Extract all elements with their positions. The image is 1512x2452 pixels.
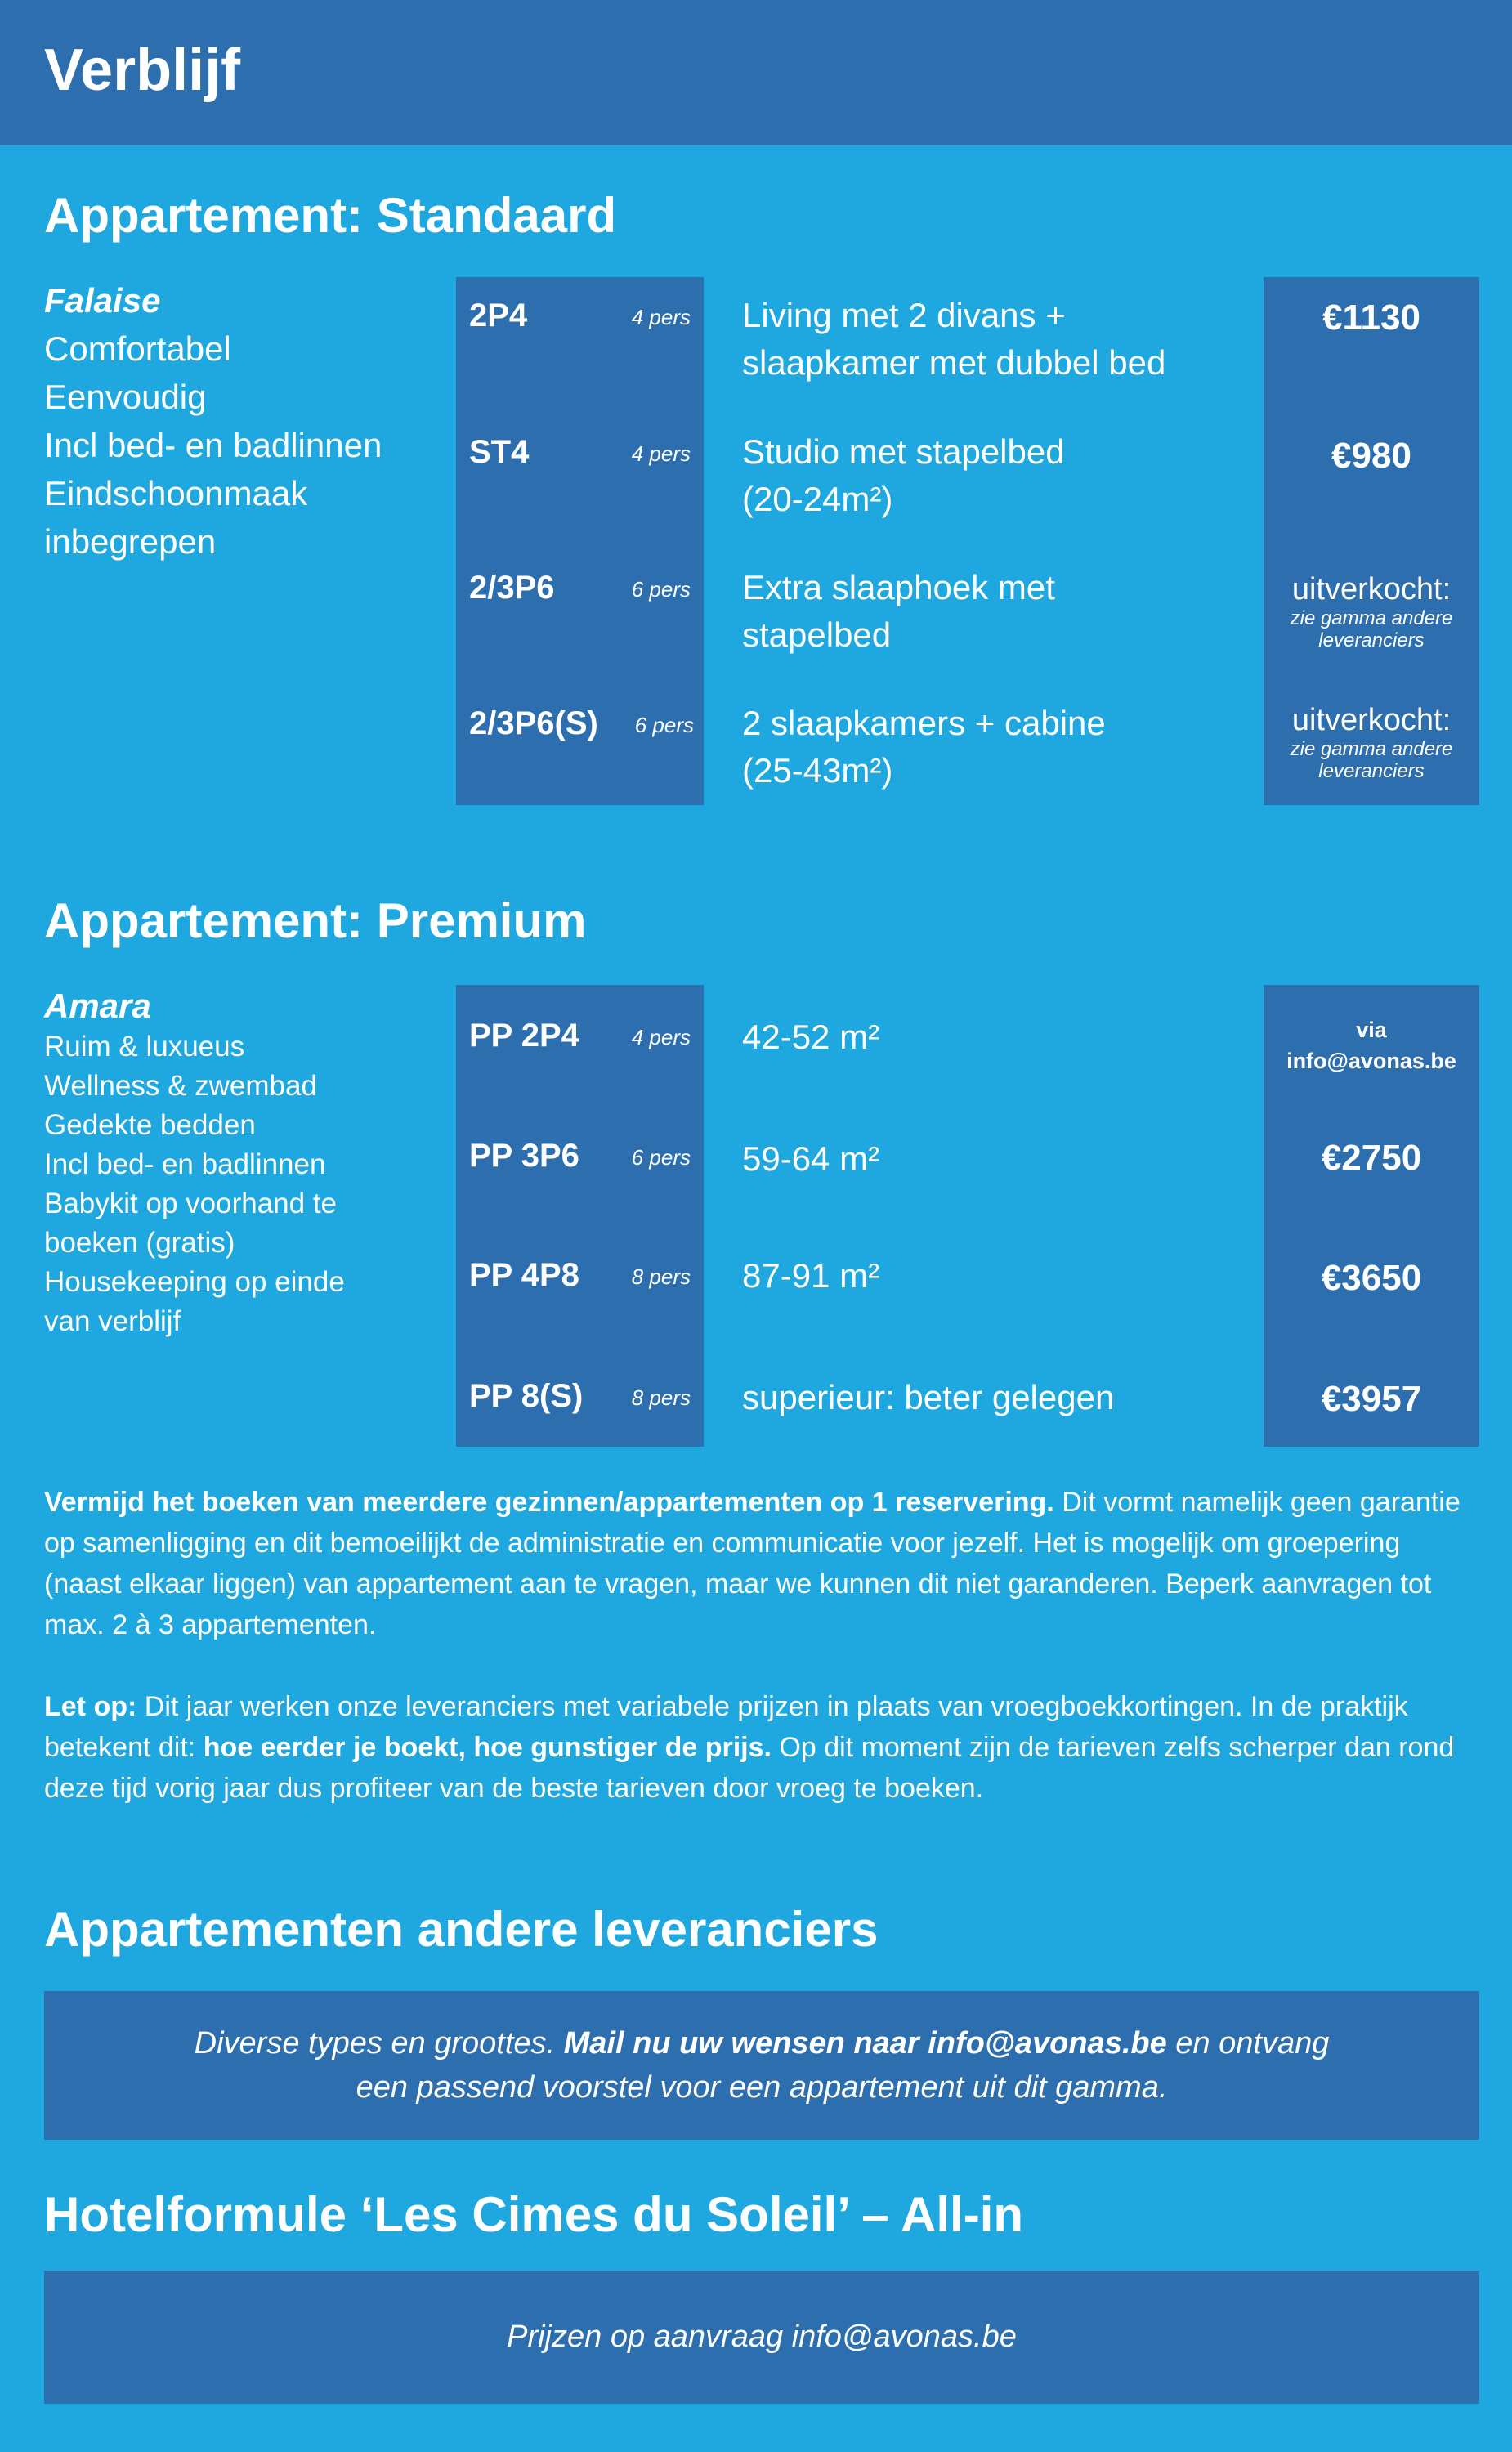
standaard-code-column bbox=[456, 277, 704, 805]
section-title-standaard: Appartement: Standaard bbox=[44, 188, 617, 243]
standaard-name: Falaise bbox=[44, 281, 161, 320]
premium-feature: Wellness & zwembad bbox=[44, 1070, 317, 1102]
price: €1130 bbox=[1322, 298, 1420, 338]
booking-notice-bold: Vermijd het boeken van meerdere gezinnen/appartementen op 1 reservering. bbox=[44, 1487, 1054, 1518]
premium-feature: Incl bed- en badlinnen bbox=[44, 1148, 326, 1180]
price-notice-emphasis: hoe eerder je boekt, hoe gunstiger de prijs. bbox=[203, 1732, 772, 1763]
type-code: PP 4P8 bbox=[469, 1257, 579, 1293]
premium-feature: van verblijf bbox=[44, 1305, 181, 1337]
sold-out-notice bbox=[1264, 571, 1479, 651]
persons-label: 4 pers bbox=[631, 1025, 691, 1049]
type-code: PP 8(S) bbox=[469, 1378, 584, 1414]
row-description-line: 2 slaapkamers + cabine bbox=[742, 704, 1106, 742]
premium-feature: Gedekte bedden bbox=[44, 1109, 256, 1141]
row-description-line: stapelbed bbox=[742, 615, 892, 654]
booking-notice bbox=[44, 1482, 1483, 1645]
premium-feature: boeken (gratis) bbox=[44, 1227, 235, 1259]
persons-label: 6 pers bbox=[631, 1145, 691, 1170]
persons-label: 6 pers bbox=[634, 713, 694, 737]
price-notice-label: Let op: bbox=[44, 1691, 137, 1722]
row-description bbox=[742, 428, 1249, 523]
hotel-info-box bbox=[44, 2271, 1479, 2404]
price-contact-via: via bbox=[1356, 1018, 1387, 1042]
andere-info-line: een passend voorstel voor een appartement uit dit gamma. bbox=[356, 2070, 1168, 2105]
page-title: Verblijf bbox=[44, 38, 241, 103]
premium-code-column bbox=[456, 985, 704, 1447]
persons-label: 4 pers bbox=[631, 441, 691, 466]
type-code: PP 3P6 bbox=[469, 1138, 579, 1174]
sold-out-label: uitverkocht: bbox=[1291, 703, 1452, 737]
standaard-price-column bbox=[1264, 277, 1479, 805]
standaard-feature: Comfortabel bbox=[44, 329, 231, 368]
row-description bbox=[742, 700, 1249, 794]
sold-out-notice bbox=[1264, 702, 1479, 782]
andere-info-text: Diverse types en groottes. bbox=[194, 2026, 564, 2060]
premium-feature: Ruim & luxueus bbox=[44, 1031, 245, 1063]
price-notice bbox=[44, 1686, 1483, 1809]
price-contact bbox=[1264, 1014, 1479, 1076]
andere-info-line bbox=[44, 2021, 1479, 2065]
persons-label: 8 pers bbox=[631, 1385, 691, 1410]
section-title-hotel: Hotelformule ‘Les Cimes du Soleil’ – All-in bbox=[44, 2187, 1024, 2242]
andere-info-email-cta: Mail nu uw wensen naar info@avonas.be bbox=[563, 2026, 1167, 2060]
row-description-line: Studio met stapelbed bbox=[742, 432, 1065, 471]
premium-name: Amara bbox=[44, 987, 151, 1025]
price: €3957 bbox=[1321, 1379, 1422, 1419]
row-description: 87-91 m² bbox=[742, 1256, 880, 1295]
premium-price-column bbox=[1264, 985, 1479, 1447]
premium-description bbox=[44, 985, 453, 1341]
persons-label: 4 pers bbox=[631, 305, 691, 329]
price-notice-text: Op dit moment zijn de tarieven zelfs scherper dan rond deze tijd vorig jaar dus profiteer van de beste tarieven door vroeg te boeken. bbox=[44, 1732, 1455, 1804]
premium-feature: Babykit op voorhand te bbox=[44, 1188, 338, 1219]
type-code: 2/3P6 bbox=[469, 570, 555, 606]
type-code: PP 2P4 bbox=[469, 1018, 579, 1054]
price: €2750 bbox=[1321, 1138, 1422, 1178]
row-description: 59-64 m² bbox=[742, 1139, 880, 1178]
price: €980 bbox=[1331, 436, 1411, 476]
standaard-feature: Incl bed- en badlinnen bbox=[44, 426, 382, 464]
row-description-line: (20-24m²) bbox=[742, 480, 893, 518]
sold-out-sub: zie gamma andere bbox=[1290, 738, 1453, 760]
sold-out-sub: zie gamma andere bbox=[1290, 607, 1453, 629]
price: €3650 bbox=[1321, 1258, 1422, 1298]
standaard-description bbox=[44, 276, 453, 566]
standaard-feature: Eenvoudig bbox=[44, 378, 207, 416]
sold-out-label: uitverkocht: bbox=[1291, 572, 1452, 606]
row-description-line: Extra slaaphoek met bbox=[742, 568, 1055, 606]
persons-label: 8 pers bbox=[631, 1264, 691, 1289]
standaard-feature: inbegrepen bbox=[44, 522, 217, 561]
section-title-premium: Appartement: Premium bbox=[44, 893, 587, 948]
row-description: 42-52 m² bbox=[742, 1018, 880, 1056]
sold-out-sub: leveranciers bbox=[1318, 760, 1425, 782]
section-title-andere: Appartementen andere leveranciers bbox=[44, 1902, 879, 1957]
header-bar bbox=[0, 0, 1512, 145]
row-description bbox=[742, 564, 1249, 659]
andere-info-text: en ontvang bbox=[1166, 2026, 1330, 2060]
row-description: superieur: beter gelegen bbox=[742, 1378, 1115, 1416]
row-description-line: (25-43m²) bbox=[742, 751, 893, 790]
row-description-line: slaapkamer met dubbel bed bbox=[742, 343, 1166, 382]
standaard-feature: Eindschoonmaak bbox=[44, 474, 308, 512]
type-code: 2P4 bbox=[469, 298, 528, 333]
sold-out-sub: leveranciers bbox=[1318, 629, 1425, 651]
price-contact-email: info@avonas.be bbox=[1286, 1049, 1456, 1073]
row-description-line: Living met 2 divans + bbox=[742, 296, 1066, 334]
type-code: 2/3P6(S) bbox=[469, 705, 598, 741]
booking-notice-text: Dit vormt namelijk geen garantie op samenligging en dit bemoeilijkt de administratie en communicatie voor jezelf. Het is mogelijk om groepering (naast elkaar liggen) van appartement aan te vragen, maar we kunnen dit niet garanderen. Beperk aanvragen tot max. 2 à 3 appartementen. bbox=[44, 1487, 1461, 1640]
type-code: ST4 bbox=[469, 434, 530, 470]
row-description bbox=[742, 292, 1249, 387]
price-notice-text: Dit jaar werken onze leveranciers met variabele prijzen in plaats van vroegboekkortingen. In de praktijk betekent dit: bbox=[44, 1691, 1408, 1763]
hotel-info-text: Prijzen op aanvraag info@avonas.be bbox=[507, 2320, 1017, 2354]
premium-feature: Housekeeping op einde bbox=[44, 1266, 345, 1298]
persons-label: 6 pers bbox=[631, 577, 691, 602]
andere-info-box bbox=[44, 1991, 1479, 2140]
